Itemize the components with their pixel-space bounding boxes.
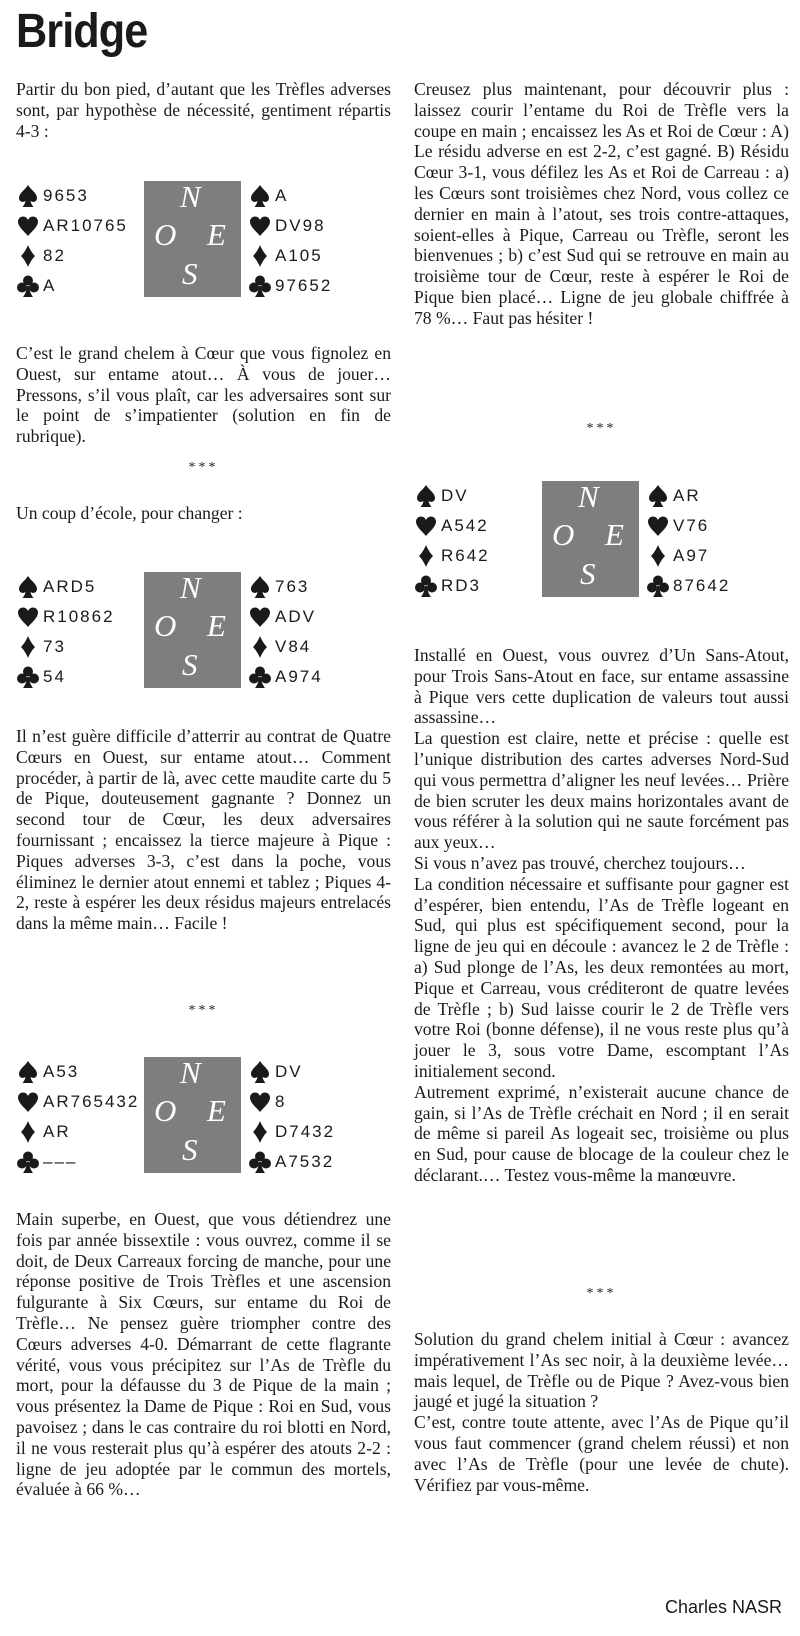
compass-letter: S: [182, 647, 198, 682]
compass-letter: S: [182, 256, 198, 291]
diamond-icon: [16, 635, 40, 659]
east-hand: [646, 481, 776, 601]
card-holding: A: [43, 276, 57, 295]
card-holding: A542: [441, 516, 489, 535]
compass-letter: E: [207, 217, 226, 252]
west-hand: [16, 181, 146, 301]
suit-row: [16, 602, 146, 632]
diamond-icon: [646, 544, 670, 568]
diamond-icon: [248, 1120, 272, 1144]
compass-box: [144, 572, 241, 688]
suit-row: [646, 541, 776, 571]
east-hand: [248, 181, 378, 301]
suit-row: [414, 511, 544, 541]
paragraph: C’est le grand chelem à Cœur que vous fignolez en Ouest, sur entame atout… À vous de jouer… Pressons, s’il vous plaît, car les adversaires sont sur le point de s’impatienter (solution en fin de rubrique).: [16, 343, 391, 447]
compass-letter: S: [580, 556, 596, 591]
club-icon: [248, 665, 272, 689]
west-hand: [16, 572, 146, 692]
suit-row: [248, 1057, 378, 1087]
deal-diagram: [414, 481, 789, 599]
heart-icon: [248, 605, 272, 629]
suit-row: [16, 1057, 146, 1087]
suit-row: [248, 181, 378, 211]
paragraph: Un coup d’école, pour changer :: [16, 503, 243, 523]
suit-row: [16, 241, 146, 271]
deal-diagram: [16, 572, 391, 690]
card-holding: A105: [275, 246, 323, 265]
heart-icon: [16, 1090, 40, 1114]
section-separator: ***: [586, 421, 617, 436]
heart-icon: [16, 214, 40, 238]
suit-row: [646, 511, 776, 541]
compass-letter: N: [180, 179, 201, 214]
compass-box: [144, 181, 241, 297]
card-holding: RD3: [441, 576, 482, 595]
diamond-icon: [248, 244, 272, 268]
diamond-icon: [414, 544, 438, 568]
card-holding: 54: [43, 667, 66, 686]
spade-icon: [248, 1060, 272, 1084]
suit-row: [646, 571, 776, 601]
paragraph: Creusez plus maintenant, pour découvrir plus : laissez courir l’entame du Roi de Trèfle vers la coupe en main ; encaissez les As et Roi de Cœur : A) Le résidu adverse en est 2-2, c’est gagné. B) Résidu Cœur 3-1, vous défilez les As et Roi de Carreau : a) les Cœurs sont troisièmes chez Nord, vous collez ce dernier en main à l’atout, ses trois contre-attaques, soient-elles à Pique, Carreau ou Trèfle, seront les bienvenues ; b) c’est Sud qui se retrouve en main au troisième tour de Cœur, reste à espérer le Roi de Pique bien placé… Ligne de jeu globale chiffrée à 78 %… Faut pas hésiter !: [414, 79, 789, 328]
card-holding: AR10765: [43, 216, 128, 235]
card-holding: ARD5: [43, 577, 97, 596]
spade-icon: [16, 575, 40, 599]
club-icon: [414, 574, 438, 598]
card-holding: V84: [275, 637, 312, 656]
section-separator: ***: [188, 1003, 219, 1018]
spade-icon: [248, 184, 272, 208]
compass-letter: N: [578, 479, 599, 514]
west-hand: [16, 1057, 146, 1177]
paragraph: Il n’est guère difficile d’atterrir au contrat de Quatre Cœurs en Ouest, sur entame atout… Comment procéder, à partir de là, avec cette maudite carte du 5 de Pique, douteusement gagnante ? Donnez un second tour de Cœur, les deux adversaires fournissant ; encaissez la tierce majeure à Pique : Piques adverses 3-3, c’est dans la poche, vous éliminez le dernier atout ennemi et tablez ; Piques 4-2, reste à espérer les deux résidus majeurs entrelacés dans la même main… Facile !: [16, 726, 391, 934]
paragraph: Main superbe, en Ouest, que vous détiendrez une fois par année bissextile : vous ouvrez, comme il se doit, de Deux Carreaux forcing de manche, pour une réponse positive de Trois Trèfles et une ascension fulgurante à Six Cœurs, sur entame du Roi de Trèfle… Ne pensez guère triompher contre des Cœurs adverses 4-0. Démarrant de cette flagrante vérité, vous vous précipitez sur l’As de Trèfle du mort, pour la défausse du 3 de Pique de la main ; vous présentez la Dame de Pique : Roi en Sud, vous pavoisez ; dans le cas contraire du roi blotti en Nord, il ne vous resterait plus qu’à espérer des atouts 2-2 : ligne de jeu adoptée par le commun des mortels, évaluée à 66 %…: [16, 1209, 391, 1500]
heart-icon: [16, 605, 40, 629]
spade-icon: [414, 484, 438, 508]
club-icon: [646, 574, 670, 598]
suit-row: [414, 541, 544, 571]
east-hand: [248, 1057, 378, 1177]
suit-row: [248, 1147, 378, 1177]
west-hand: [414, 481, 544, 601]
card-holding: A7532: [275, 1152, 335, 1171]
suit-row: [248, 271, 378, 301]
spade-icon: [248, 575, 272, 599]
card-holding: A974: [275, 667, 323, 686]
card-holding: DV98: [275, 216, 326, 235]
diamond-icon: [16, 244, 40, 268]
club-icon: [16, 274, 40, 298]
diamond-icon: [248, 635, 272, 659]
deal-diagram: [16, 181, 391, 299]
spade-icon: [646, 484, 670, 508]
suit-row: [414, 571, 544, 601]
compass-letter: O: [552, 517, 575, 552]
card-holding: 82: [43, 246, 66, 265]
card-holding: 73: [43, 637, 66, 656]
card-holding: AR: [43, 1122, 71, 1141]
club-icon: [248, 274, 272, 298]
card-holding: D7432: [275, 1122, 336, 1141]
suit-row: [16, 181, 146, 211]
compass-box: [542, 481, 639, 597]
card-holding: –––: [43, 1152, 78, 1171]
card-holding: AR765432: [43, 1092, 140, 1111]
card-holding: DV: [275, 1062, 303, 1081]
suit-row: [248, 662, 378, 692]
section-separator: ***: [188, 460, 219, 475]
card-holding: A97: [673, 546, 710, 565]
compass-letter: E: [207, 608, 226, 643]
compass-letter: O: [154, 217, 177, 252]
compass-letter: O: [154, 1093, 177, 1128]
suit-row: [248, 211, 378, 241]
heart-icon: [646, 514, 670, 538]
suit-row: [16, 572, 146, 602]
card-holding: A: [275, 186, 289, 205]
suit-row: [248, 632, 378, 662]
card-holding: A53: [43, 1062, 80, 1081]
paragraph: Partir du bon pied, d’autant que les Trèfles adverses sont, par hypothèse de nécessité, gentiment répartis 4-3 :: [16, 79, 391, 141]
card-holding: DV: [441, 486, 469, 505]
club-icon: [248, 1150, 272, 1174]
card-holding: ADV: [275, 607, 316, 626]
card-holding: V76: [673, 516, 710, 535]
heart-icon: [414, 514, 438, 538]
suit-row: [16, 271, 146, 301]
paragraph: Installé en Ouest, vous ouvrez d’Un Sans-Atout, pour Trois Sans-Atout en face, sur entame assassine à Pique vers cette duplication de valeurs tout aussi assassine… La question est claire, nette et précise : quelle est l’unique distribution des cartes adverses Nord-Sud qui vous permettra d’aligner les neuf levées… Prière de bien scruter les deux mains horizontales avant de vous référer à la solution qui ne saute forcément pas aux yeux… Si vous n’avez pas trouvé, cherchez toujours… La condition nécessaire et suffisante pour gagner est d’espérer, bien entendu, l’As de Trèfle logeant en Sud, qui plus est spécifiquement second, pour la ligne de jeu qui en découle : avancez le 2 de Trèfle : a) Sud plonge de l’As, les deux remontées au mort, Pique et Carreau, vous créditeront de quatre levées de Trèfle ; b) Sud laisse courir le 2 de Trèfle vers votre Roi (bonne défense), il ne vous reste plus qu’à jouer le 3, sous votre Dame, escomptant l’As initialement second. Autrement exprimé, n’existerait aucune chance de gain, si l’As de Trèfle créchait en Nord ; il en serait de même si pareil As logeait sec, troisième ou plus en Sud, pour cause de blocage de la couleur chez le déclarant.… Testez vous-même la manœuvre.: [414, 645, 789, 1185]
suit-row: [16, 1117, 146, 1147]
author-signature: Charles NASR: [664, 1597, 782, 1617]
compass-letter: S: [182, 1132, 198, 1167]
card-holding: 97652: [275, 276, 333, 295]
card-holding: 9653: [43, 186, 89, 205]
suit-row: [646, 481, 776, 511]
deal-diagram: [16, 1057, 391, 1175]
east-hand: [248, 572, 378, 692]
card-holding: 8: [275, 1092, 287, 1111]
suit-row: [248, 241, 378, 271]
suit-row: [16, 1087, 146, 1117]
card-holding: 763: [275, 577, 310, 596]
card-holding: AR: [673, 486, 701, 505]
compass-letter: E: [605, 517, 624, 552]
suit-row: [248, 1117, 378, 1147]
card-holding: R642: [441, 546, 490, 565]
card-holding: R10862: [43, 607, 115, 626]
club-icon: [16, 665, 40, 689]
spade-icon: [16, 184, 40, 208]
compass-letter: O: [154, 608, 177, 643]
page-title: Bridge: [16, 5, 148, 58]
section-separator: ***: [586, 1286, 617, 1301]
suit-row: [414, 481, 544, 511]
compass-letter: N: [180, 570, 201, 605]
compass-letter: N: [180, 1055, 201, 1090]
suit-row: [16, 632, 146, 662]
compass-letter: E: [207, 1093, 226, 1128]
suit-row: [248, 572, 378, 602]
suit-row: [248, 602, 378, 632]
suit-row: [248, 1087, 378, 1117]
club-icon: [16, 1150, 40, 1174]
card-holding: 87642: [673, 576, 731, 595]
suit-row: [16, 211, 146, 241]
compass-box: [144, 1057, 241, 1173]
suit-row: [16, 1147, 146, 1177]
heart-icon: [248, 1090, 272, 1114]
spade-icon: [16, 1060, 40, 1084]
suit-row: [16, 662, 146, 692]
diamond-icon: [16, 1120, 40, 1144]
paragraph: Solution du grand chelem initial à Cœur : avancez impérativement l’As sec noir, à la deuxième levée… mais lequel, de Trèfle ou de Pique ? Avez-vous bien jaugé et jugé la situation ? C’est, contre toute attente, avec l’As de Pique qu’il vous faut commencer (grand chelem réussi) et non avec l’As de Trèfle (pour une levée de chute). Vérifiez par vous-même.: [414, 1329, 789, 1495]
heart-icon: [248, 214, 272, 238]
